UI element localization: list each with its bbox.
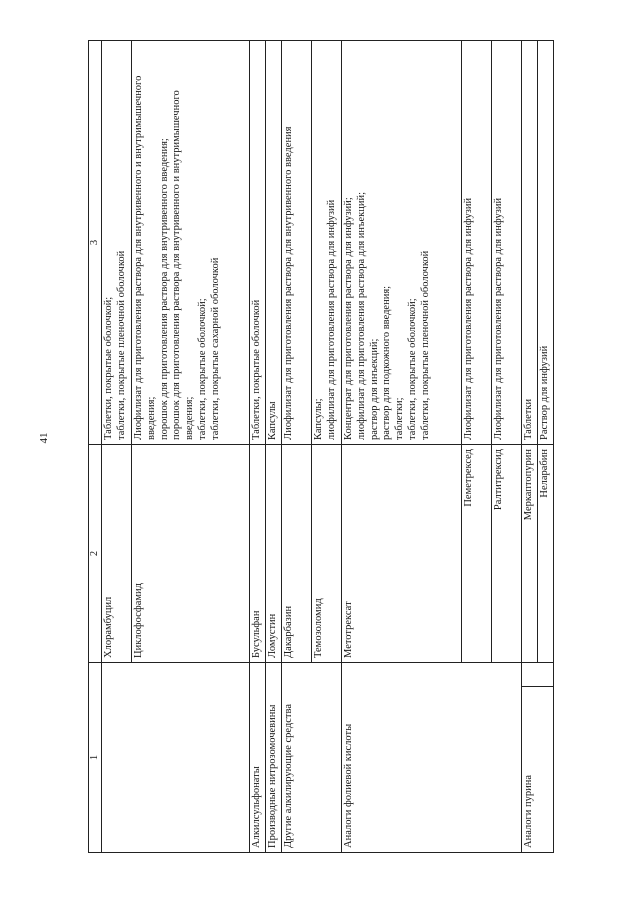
forms-cell: [538, 41, 554, 445]
form-line: Капсулы;: [313, 398, 324, 440]
rotated-table-container: [88, 41, 550, 853]
group-cell: Другие алкилирующие средства: [282, 663, 342, 853]
form-line: Лиофилизат для приготовления раствора для внутривенного введения: [283, 126, 294, 440]
form-line: Таблетки, покрытые оболочкой;: [103, 296, 114, 440]
form-line: раствор для инъекций;: [368, 338, 380, 440]
form-line: Лиофилизат для приготовления раствора для инфузий: [493, 197, 504, 440]
table-row: [282, 41, 312, 853]
form-line: раствор для подкожного введения;: [381, 285, 393, 440]
table-row: [102, 41, 132, 853]
drug-cell: Ралтитрексид: [492, 445, 522, 663]
forms-cell: [282, 41, 312, 445]
spacer-cell: [522, 663, 554, 687]
table-row: [250, 41, 266, 853]
forms-cell: [250, 41, 266, 445]
page-number: 41: [38, 432, 50, 444]
form-line: порошок для приготовления раствора для внутривенного и внутримышечного введения;: [171, 90, 196, 440]
form-line: Таблетки, покрытые оболочкой: [251, 299, 262, 440]
table-header-row: [89, 41, 102, 853]
drug-table: [88, 40, 554, 853]
drug-cell: Темозоломид: [312, 445, 342, 663]
drug-cell: Ломустин: [266, 445, 282, 663]
form-line: Лиофилизат для приготовления раствора для внутривенного и внутримышечного введения;: [133, 75, 157, 440]
drug-cell: Метотрексат: [342, 445, 462, 663]
drug-cell: Дакарбазин: [282, 445, 312, 663]
header-col-3: 3: [89, 41, 102, 445]
forms-cell: [312, 41, 342, 445]
form-line: таблетки;: [394, 397, 406, 440]
form-line: таблетки, покрытые пленочной оболочкой: [115, 250, 127, 440]
forms-cell: [462, 41, 492, 445]
group-cell: Аналоги пурина: [522, 687, 554, 853]
form-line: таблетки, покрытые оболочкой;: [196, 298, 208, 440]
forms-cell: [102, 41, 132, 445]
group-cell: [102, 663, 250, 853]
drug-cell: Неларабин: [538, 445, 554, 663]
form-line: Капсулы: [267, 401, 278, 440]
form-line: порошок для приготовления раствора для внутривенного введения;: [158, 138, 170, 440]
group-cell: Аналоги фолиевой кислоты: [342, 663, 522, 853]
drug-cell: Циклофосфамид: [132, 445, 250, 663]
form-line: Лиофилизат для приготовления раствора для инфузий: [463, 197, 474, 440]
form-line: Концентрат для приготовления раствора для инфузий;: [343, 197, 354, 440]
form-line: таблетки, покрытые оболочкой;: [406, 298, 418, 440]
drug-cell: Пеметрексед: [462, 445, 492, 663]
table-row: [266, 41, 282, 853]
forms-cell: [492, 41, 522, 445]
group-cell: Производные нитрозомочевины: [266, 663, 282, 853]
forms-cell: [266, 41, 282, 445]
form-line: Раствор для инфузий: [539, 345, 550, 440]
form-line: таблетки, покрытые пленочной оболочкой: [419, 250, 431, 440]
header-col-2: 2: [89, 445, 102, 663]
forms-cell: [342, 41, 462, 445]
group-cell: Алкилсульфонаты: [250, 663, 266, 853]
header-col-1: 1: [89, 663, 102, 853]
form-line: таблетки, покрытые сахарной оболочкой: [209, 257, 221, 440]
drug-cell: Бусульфан: [250, 445, 266, 663]
drug-cell: Меркаптопурин: [522, 445, 538, 663]
drug-cell: Хлорамбуцил: [102, 445, 132, 663]
form-line: Таблетки: [523, 398, 534, 440]
form-line: лиофилизат для приготовления раствора для инфузий: [325, 199, 337, 440]
forms-cell: [132, 41, 250, 445]
table-row: [522, 41, 538, 853]
forms-cell: [522, 41, 538, 445]
form-line: лиофилизат для приготовления раствора для инъекций;: [355, 191, 367, 440]
table-row: [342, 41, 462, 853]
